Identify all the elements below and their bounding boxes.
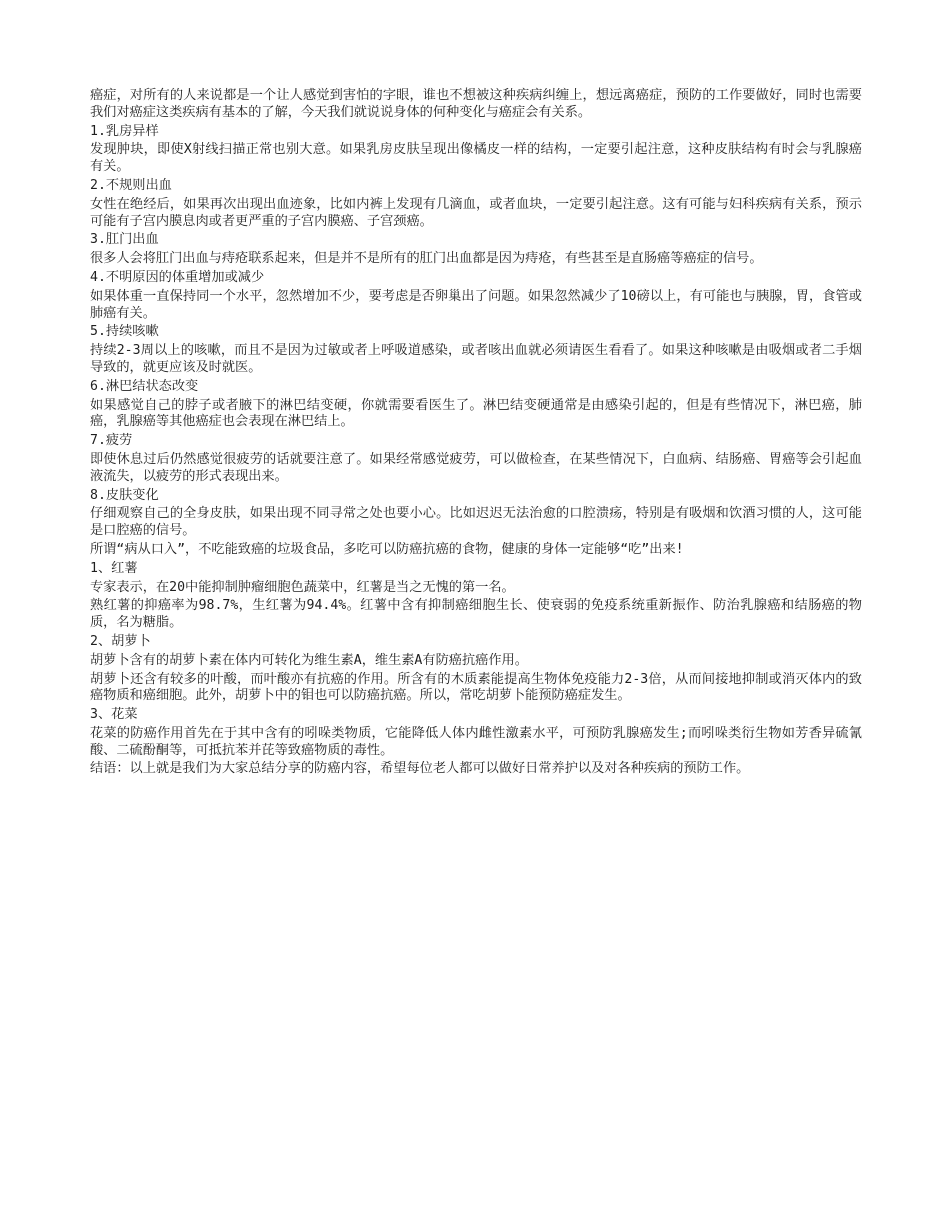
section-body-cough: 持续2-3周以上的咳嗽，而且不是因为过敏或者上呼吸道感染，或者咳出血就必须请医生看看了。如果这种咳嗽是由吸烟或者二手烟导致的，就更应该及时就医。 <box>90 343 862 375</box>
section-body-fatigue: 即使休息过后仍然感觉很疲劳的话就要注意了。如果经常感觉疲劳，可以做检查，在某些情况下，白血病、结肠癌、胃癌等会引起血液流失，以疲劳的形式表现出来。 <box>90 451 862 484</box>
food-heading-carrot: 2、胡萝卜 <box>90 633 151 649</box>
section-body-anal-bleeding: 很多人会将肛门出血与痔疮联系起来，但是并不是所有的肛门出血都是因为痔疮，有些甚至是直肠癌等癌症的信号。 <box>90 251 763 267</box>
food-paragraph: 胡萝卜含有的胡萝卜素在体内可转化为维生素A，维生素A有防癌抗癌作用。 <box>90 652 528 668</box>
food-intro-paragraph: 所谓“病从口入”，不吃能致癌的垃圾食品，多吃可以防癌抗癌的食物，健康的身体一定能够“吃”出来! <box>90 541 684 557</box>
conclusion-paragraph: 结语：以上就是我们为大家总结分享的防癌内容，希望每位老人都可以做好日常养护以及对各种疾病的预防工作。 <box>90 761 750 777</box>
section-body-bleeding: 女性在绝经后，如果再次出现出血迹象，比如内裤上发现有几滴血，或者血块，一定要引起注意。这有可能与妇科疾病有关系，预示可能有子宫内膜息肉或者更严重的子宫内膜癌、子宫颈癌。 <box>90 196 862 229</box>
intro-paragraph: 癌症，对所有的人来说都是一个让人感觉到害怕的字眼，谁也不想被这种疾病纠缠上，想远离癌症，预防的工作要做好，同时也需要我们对癌症这类疾病有基本的了解，今天我们就说说身体的何种变化与癌症会有关系。 <box>90 88 862 120</box>
section-body-weight: 如果体重一直保持同一个水平，忽然增加不少，要考虑是否卵巢出了问题。如果忽然减少了10磅以上，有可能也与胰腺，胃，食管或肺癌有关。 <box>90 288 862 321</box>
section-body-breast: 发现肿块，即使X射线扫描正常也别大意。如果乳房皮肤呈现出像橘皮一样的结构，一定要引起注意，这种皮肤结构有时会与乳腺癌有关。 <box>90 142 862 175</box>
food-paragraph: 专家表示，在20中能抑制肿瘤细胞色蔬菜中，红薯是当之无愧的第一名。 <box>90 579 515 595</box>
section-heading-lymph: 6.淋巴结状态改变 <box>90 378 199 394</box>
section-heading-bleeding: 2.不规则出血 <box>90 177 172 193</box>
section-heading-breast: 1.乳房异样 <box>90 123 159 139</box>
section-heading-fatigue: 7.疲劳 <box>90 433 133 449</box>
food-paragraph: 胡萝卜还含有较多的叶酸，而叶酸亦有抗癌的作用。所含有的木质素能提高生物体免疫能力2-3倍，从而间接地抑制或消灭体内的致癌物质和癌细胞。此外，胡萝卜中的钼也可以防癌抗癌。所以，常吃胡萝卜能预防癌症发生。 <box>90 671 862 704</box>
section-body-skin: 仔细观察自己的全身皮肤，如果出现不同寻常之处也要小心。比如迟迟无法治愈的口腔溃疡，特别是有吸烟和饮酒习惯的人，这可能是口腔癌的信号。 <box>90 506 862 539</box>
food-heading-sweet-potato: 1、红薯 <box>90 560 138 576</box>
food-paragraph: 花菜的防癌作用首先在于其中含有的吲哚类物质，它能降低人体内雌性激素水平，可预防乳腺癌发生;而吲哚类衍生物如芳香异硫氰酸、二硫酚酮等，可抵抗苯并芘等致癌物质的毒性。 <box>90 725 862 758</box>
food-heading-cauliflower: 3、花菜 <box>90 707 138 723</box>
section-heading-anal-bleeding: 3.肛门出血 <box>90 232 159 248</box>
document-page <box>90 88 862 778</box>
section-heading-skin: 8.皮肤变化 <box>90 487 159 503</box>
section-heading-cough: 5.持续咳嗽 <box>90 324 159 340</box>
section-heading-weight: 4.不明原因的体重增加或减少 <box>90 269 265 285</box>
food-paragraph: 熟红薯的抑癌率为98.7%，生红薯为94.4%。红薯中含有抑制癌细胞生长、使衰弱的免疫系统重新振作、防治乳腺癌和结肠癌的物质，名为糖脂。 <box>90 598 862 631</box>
section-body-lymph: 如果感觉自己的脖子或者腋下的淋巴结变硬，你就需要看医生了。淋巴结变硬通常是由感染引起的，但是有些情况下，淋巴癌，肺癌，乳腺癌等其他癌症也会表现在淋巴结上。 <box>90 397 862 430</box>
